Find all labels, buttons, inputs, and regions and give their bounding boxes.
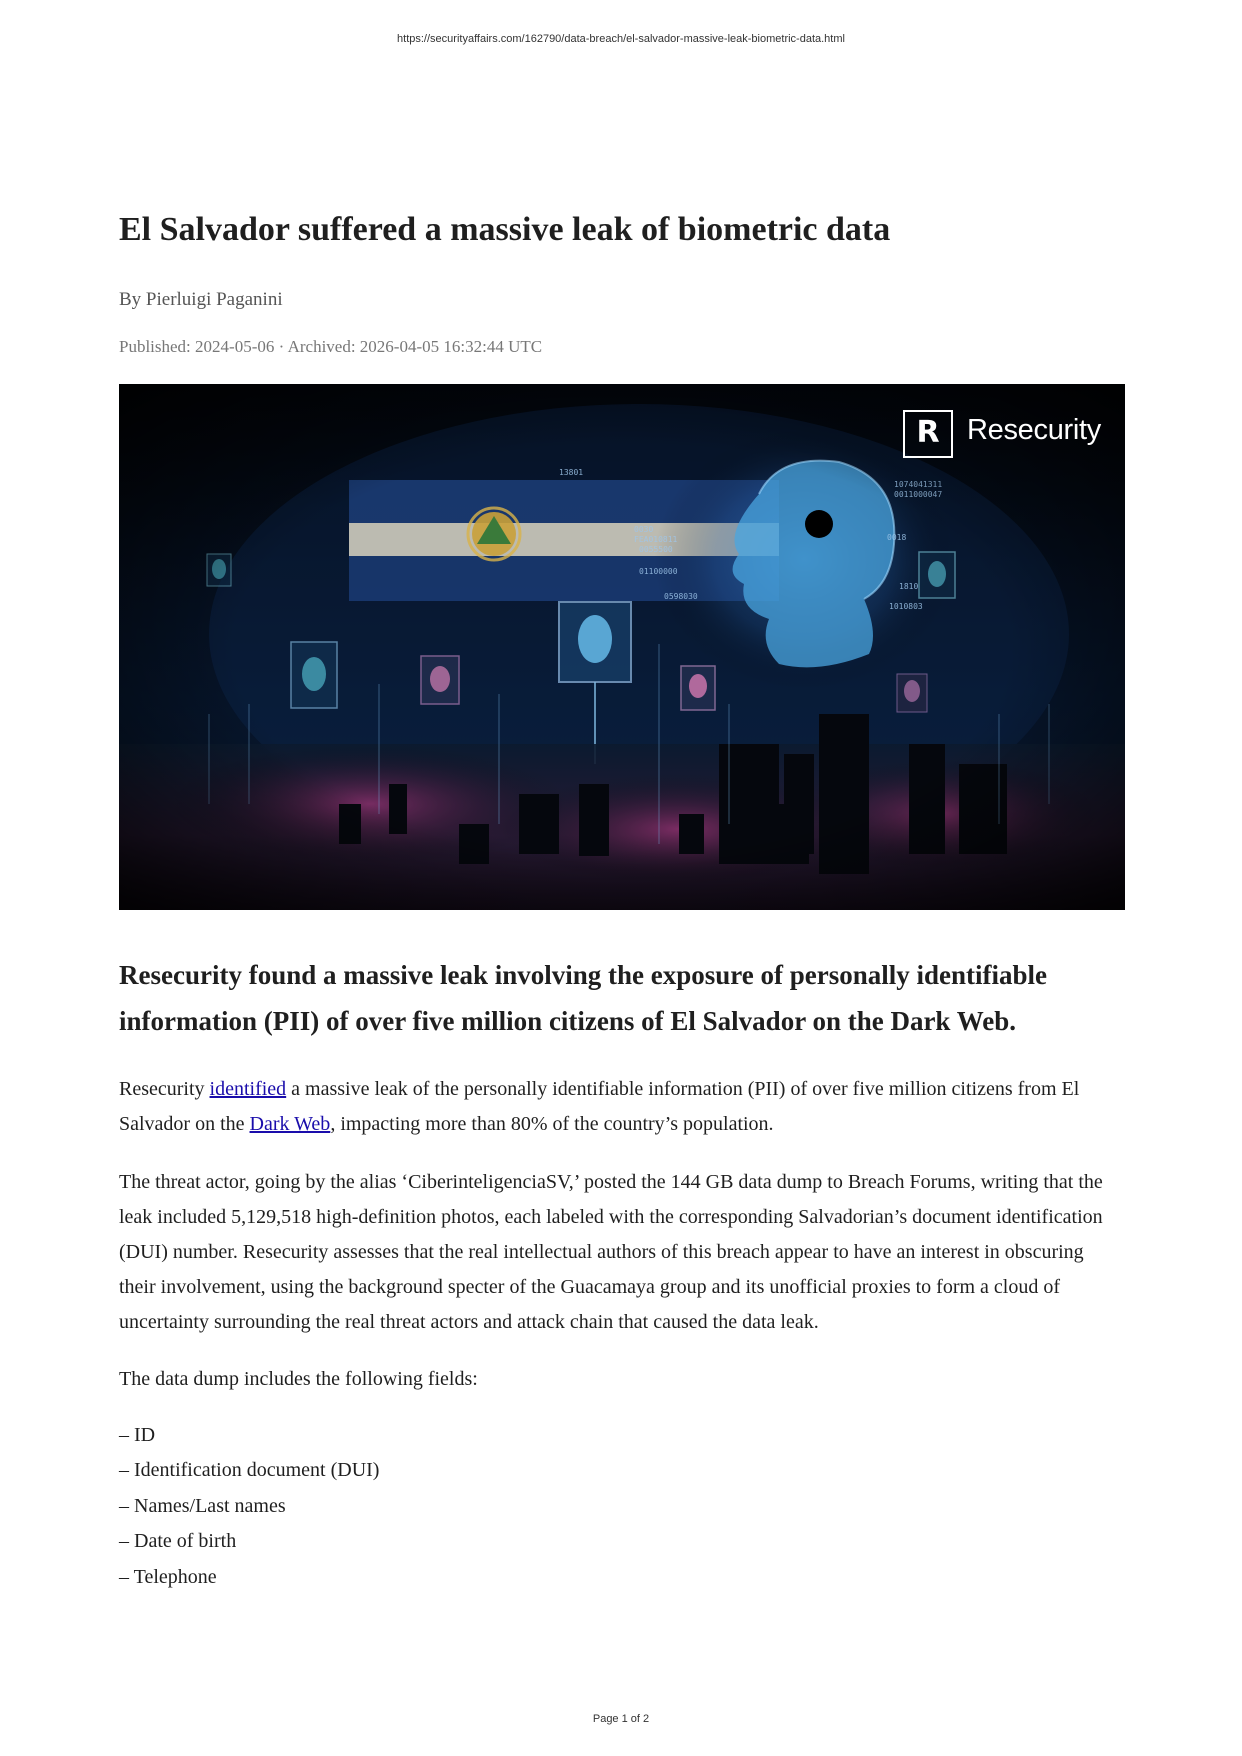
identified-link[interactable]: identified <box>209 1077 287 1100</box>
hero-image <box>119 384 1125 910</box>
article-title: El Salvador suffered a massive leak of biometric data <box>119 211 891 248</box>
dark-web-link[interactable]: Dark Web <box>249 1112 331 1135</box>
data-fields-list <box>119 1418 1125 1596</box>
byline: By Pierluigi Paganini <box>119 288 283 310</box>
paragraph-threat-actor: The threat actor, going by the alias ‘CiberinteligenciaSV,’ posted the 144 GB data dump to Breach Forums, writing that the leak included 5,129,518 high-definition photos, each labeled with the corresponding Salvadorian’s document identification (DUI) number. Resecurity assesses that the real intellectual authors of this breach appear to have an interest in obscuring their involvement, using the background specter of the Guacamaya group and its unofficial proxies to form a cloud of uncertainty surrounding the real threat actors and attack chain that caused the data leak. <box>119 1170 1103 1333</box>
article <box>119 210 1125 1595</box>
page-number: Page 1 of 2 <box>592 1713 650 1725</box>
paragraph-fields-intro: The data dump includes the following fields: <box>119 1367 478 1390</box>
resecurity-logo-icon: R <box>903 410 953 458</box>
hero-illustration <box>119 384 1125 910</box>
list-item: – Telephone <box>119 1565 217 1588</box>
list-item: – ID <box>119 1423 156 1446</box>
article-lead: Resecurity found a massive leak involving the exposure of personally identifiable information (PII) of over five million citizens of El Salvador on the Dark Web. <box>119 959 1048 1036</box>
paragraph-intro: Resecurity identified a massive leak of the personally identifiable information (PII) of over five million citizens from El Salvador on the Dark Web, impacting more than 80% of the country’s population. <box>119 1077 1080 1135</box>
resecurity-logo-text: Resecurity <box>967 413 1101 446</box>
list-item: – Identification document (DUI) <box>119 1459 380 1482</box>
publish-dates: Published: 2024-05-06 · Archived: 2026-04-05 16:32:44 UTC <box>119 336 543 356</box>
source-url: https://securityaffairs.com/162790/data-breach/el-salvador-massive-leak-biometric-data.html <box>397 33 845 45</box>
list-item: – Names/Last names <box>119 1494 286 1517</box>
list-item: – Date of birth <box>119 1530 237 1553</box>
